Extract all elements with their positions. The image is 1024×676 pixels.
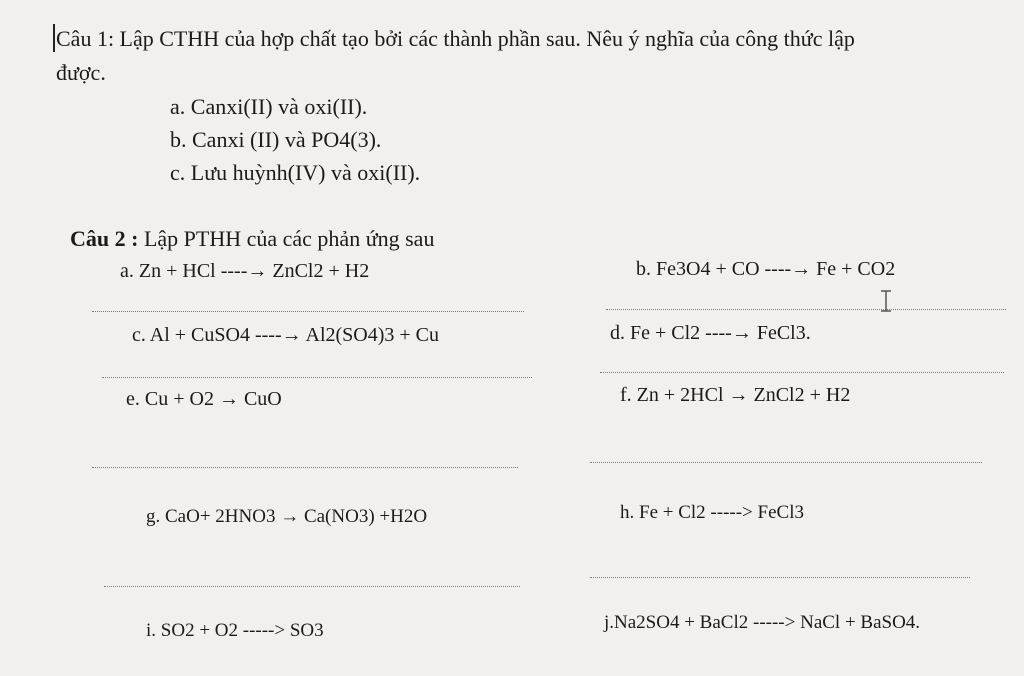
equation-j: j.Na2SO4 + BaCl2 -----> NaCl + BaSO4. bbox=[604, 612, 921, 633]
equation-i: i. SO2 + O2 -----> SO3 bbox=[146, 620, 324, 641]
question-1-line-2: được. bbox=[56, 60, 106, 85]
equation-d: d. Fe + Cl2 ----→ FeCl3. bbox=[610, 322, 811, 344]
equation-c: c. Al + CuSO4 ----→ Al2(SO4)3 + Cu bbox=[132, 324, 440, 346]
question-1-line-1: Câu 1: Lập CTHH của hợp chất tạo bởi các thành phần sau. Nêu ý nghĩa của công thức lập bbox=[56, 26, 855, 51]
answer-line-e[interactable] bbox=[92, 467, 518, 468]
question-1-item-a: a. Canxi(II) và oxi(II). bbox=[170, 94, 368, 119]
equation-f: f. Zn + 2HCl → ZnCl2 + H2 bbox=[620, 384, 851, 406]
question-2-subtitle: Lập PTHH của các phản ứng sau bbox=[143, 226, 435, 251]
text-cursor bbox=[53, 24, 55, 52]
text-cursor-ibeam-icon bbox=[880, 290, 892, 312]
answer-line-d[interactable] bbox=[600, 372, 1004, 373]
answer-line-h[interactable] bbox=[590, 577, 970, 578]
question-1-item-b: b. Canxi (II) và PO4(3). bbox=[170, 127, 382, 152]
answer-line-f[interactable] bbox=[590, 462, 982, 463]
equation-h: h. Fe + Cl2 -----> FeCl3 bbox=[620, 502, 804, 523]
question-2-header bbox=[70, 226, 434, 252]
equation-e: e. Cu + O2 → CuO bbox=[126, 388, 282, 410]
question-1-item-c: c. Lưu huỳnh(IV) và oxi(II). bbox=[170, 160, 421, 185]
answer-line-c[interactable] bbox=[102, 377, 532, 378]
answer-line-g[interactable] bbox=[104, 586, 520, 587]
answer-line-a[interactable] bbox=[92, 311, 524, 312]
answer-line-b[interactable] bbox=[606, 309, 1006, 310]
equation-a: a. Zn + HCl ----→ ZnCl2 + H2 bbox=[120, 260, 370, 282]
equation-b: b. Fe3O4 + CO ----→ Fe + CO2 bbox=[636, 258, 896, 280]
equation-g: g. CaO+ 2HNO3 → Ca(NO3) +H2O bbox=[146, 506, 428, 527]
question-2-title: Câu 2 : bbox=[70, 226, 139, 251]
